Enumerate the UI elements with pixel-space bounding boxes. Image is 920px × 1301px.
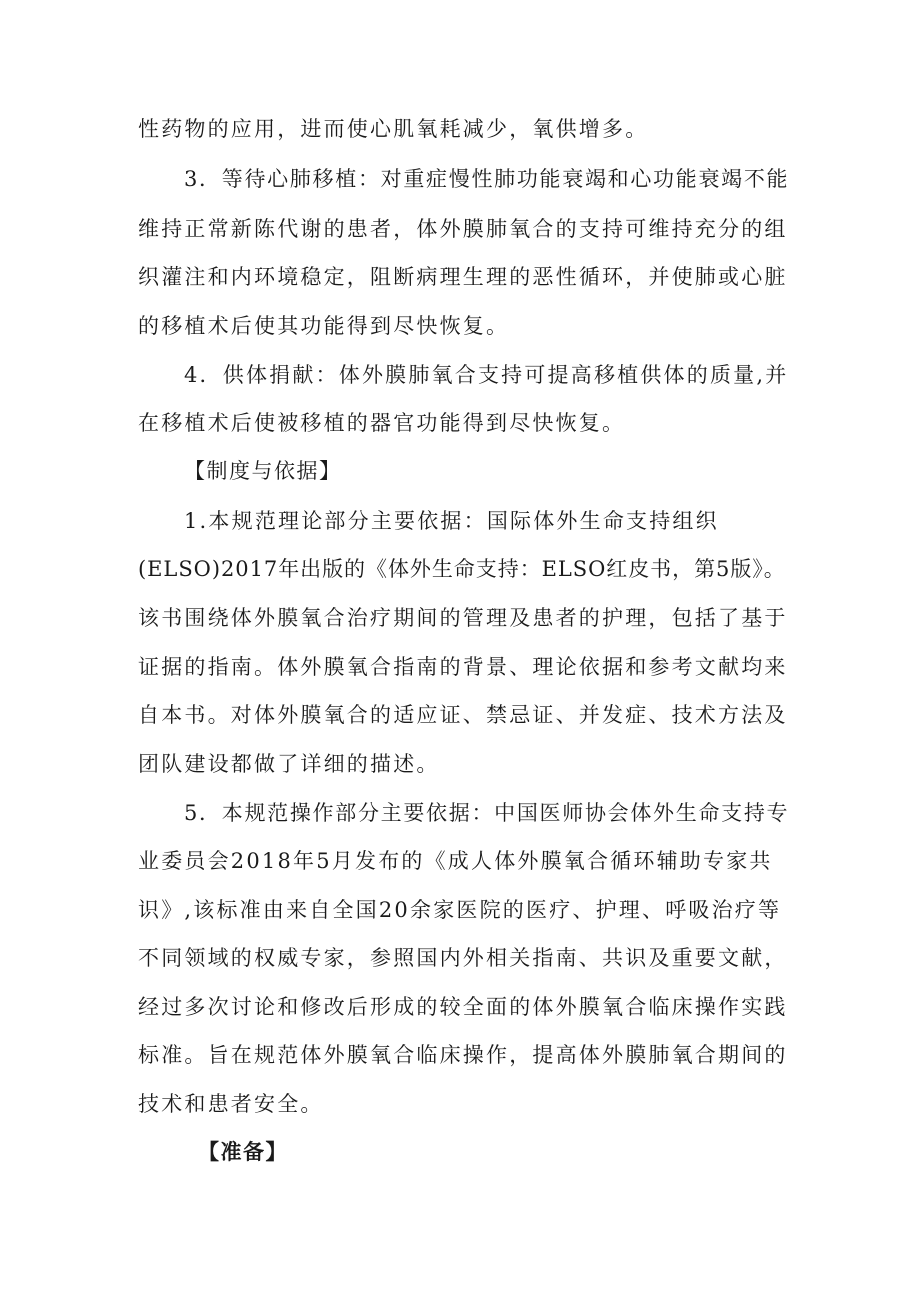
text-line: 证据的指南。体外膜氧合指南的背景、理论依据和参考文献均来	[138, 655, 788, 679]
text-line: 在移植术后使被移植的器官功能得到尽快恢复。	[138, 411, 626, 435]
text-line: 识》,该标准由来自全国20余家医院的医疗、护理、呼吸治疗等	[138, 898, 782, 922]
section-heading: 【准备】	[198, 1139, 288, 1164]
text-line: 经过多次讨论和修改后形成的较全面的体外膜氧合临床操作实践	[138, 995, 788, 1019]
text-line: 4．供体捐献：体外膜肺氧合支持可提高移植供体的质量,并	[184, 363, 789, 387]
text-line: 自本书。对体外膜氧合的适应证、禁忌证、并发症、技术方法及	[138, 703, 788, 727]
text-line: 团队建设都做了详细的描述。	[138, 752, 440, 776]
text-line: 业委员会2018年5月发布的《成人体外膜氧合循环辅助专家共	[138, 849, 773, 873]
text-line: 维持正常新陈代谢的患者，体外膜肺氧合的支持可维持充分的组	[138, 217, 788, 241]
text-line: 1.本规范理论部分主要依据：国际体外生命支持组织	[184, 509, 719, 533]
text-line: 性药物的应用，进而使心肌氧耗减少，氧供增多。	[138, 117, 649, 141]
section-heading: 【制度与依据】	[184, 459, 342, 483]
text-line: 不同领域的权威专家，参照国内外相关指南、共识及重要文献，	[138, 946, 788, 970]
text-line: 3．等待心肺移植：对重症慢性肺功能衰竭和心功能衰竭不能	[184, 167, 790, 191]
text-line: 标准。旨在规范体外膜氧合临床操作，提高体外膜肺氧合期间的	[138, 1043, 788, 1067]
text-line: 技术和患者安全。	[138, 1092, 324, 1116]
text-line: 织灌注和内环境稳定，阻断病理生理的恶性循环，并使肺或心脏	[138, 265, 788, 289]
text-line: 5．本规范操作部分主要依据：中国医师协会体外生命支持专	[184, 801, 790, 825]
text-line: 的移植术后使其功能得到尽快恢复。	[138, 314, 510, 338]
text-line: (ELSO)2017年出版的《体外生命支持：ELSO红皮书，第5版》。	[138, 557, 786, 581]
text-line: 该书围绕体外膜氧合治疗期间的管理及患者的护理，包括了基于	[138, 606, 788, 630]
